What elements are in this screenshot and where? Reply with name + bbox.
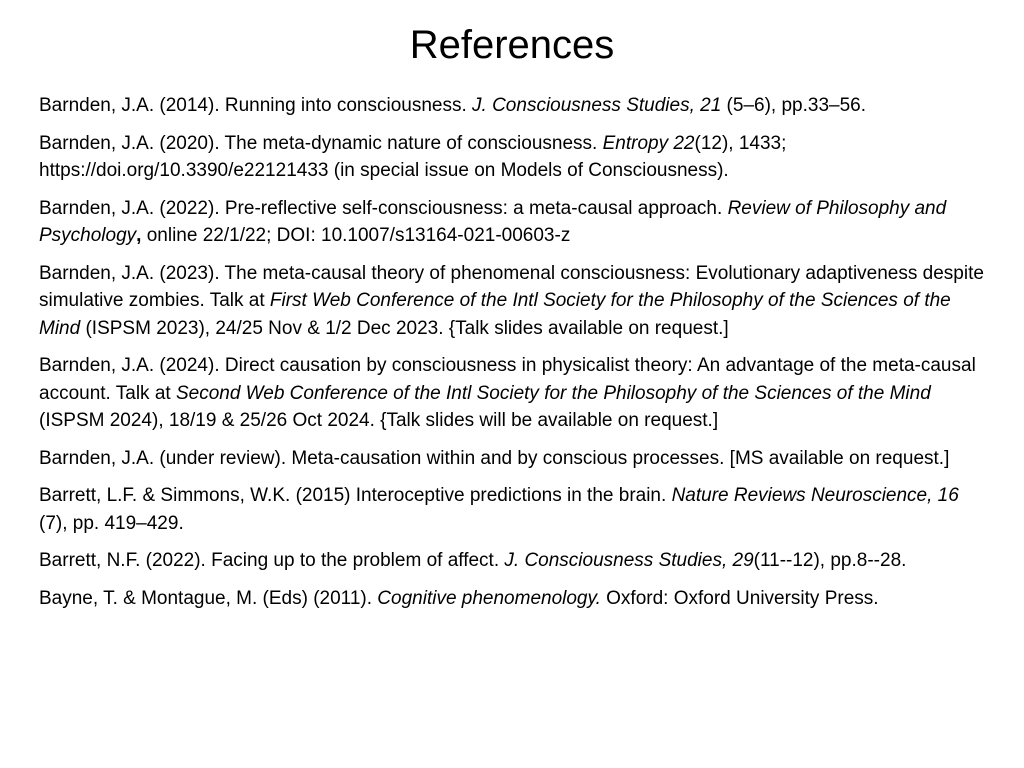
reference-entry <box>39 130 989 185</box>
reference-text: online 22/1/22; DOI: 10.1007/s13164-021-00603-z <box>141 225 571 246</box>
reference-text: Barnden, J.A. (2022). Pre-reflective self-consciousness: a meta-causal approach. <box>39 197 728 219</box>
reference-list <box>39 92 989 622</box>
reference-text: Barnden, J.A. (under review). Meta-causation within and by conscious processes. [MS available on request.] <box>39 447 950 469</box>
reference-text: First Web Conference of the Intl Society for the Philosophy of the Sciences of the Mind <box>39 290 951 339</box>
reference-text: Nature Reviews Neuroscience, 16 <box>671 485 959 506</box>
reference-text: (ISPSM 2024), 18/19 & 25/26 Oct 2024. {Talk slides will be available on request.] <box>39 410 719 431</box>
reference-text: Barnden, J.A. (2023). The meta-causal theory of phenomenal consciousness: Evolutionary adaptiveness despite simulative zombies. Talk at <box>39 262 984 311</box>
reference-text: J. Consciousness Studies, 29 <box>504 550 754 571</box>
reference-text: Review of Philosophy and Psychology <box>39 197 947 246</box>
reference-entry <box>39 585 989 613</box>
reference-text: (7), pp. 419–429. <box>39 512 184 534</box>
reference-text: J. Consciousness Studies, 21 <box>472 95 722 116</box>
reference-entry <box>39 482 989 537</box>
reference-text: Oxford: Oxford University Press. <box>600 587 879 609</box>
reference-text: Barrett, N.F. (2022). Facing up to the problem of affect. <box>39 550 505 571</box>
reference-entry <box>39 352 989 435</box>
reference-text: Barnden, J.A. (2024). Direct causation by consciousness in physicalist theory: An advantage of the meta-causal account. Talk at <box>39 355 976 404</box>
reference-text: Bayne, T. & Montague, M. (Eds) (2011). <box>39 587 378 609</box>
reference-text: (11--12), pp.8--28. <box>753 550 907 571</box>
reference-text: (12), 1433; https://doi.org/10.3390/e22121433 (in special issue on Models of Consciousness). <box>39 132 787 181</box>
reference-text: Barnden, J.A. (2014). Running into consciousness. <box>39 95 473 116</box>
reference-text: (5–6), pp.33–56. <box>721 95 866 116</box>
reference-text: (ISPSM 2023), 24/25 Nov & 1/2 Dec 2023. {Talk slides available on request.] <box>80 317 729 339</box>
reference-entry <box>39 195 989 250</box>
reference-entry <box>39 445 989 473</box>
reference-text: Second Web Conference of the Intl Society for the Philosophy of the Sciences of the Mind <box>175 382 931 404</box>
slide-title: References <box>409 23 615 67</box>
reference-entry <box>39 92 989 120</box>
reference-entry <box>39 547 989 575</box>
reference-text: Barnden, J.A. (2020). The meta-dynamic nature of consciousness. <box>39 132 603 154</box>
reference-text: Barrett, L.F. & Simmons, W.K. (2015) Interoceptive predictions in the brain. <box>39 485 672 506</box>
reference-text: , <box>136 225 142 246</box>
reference-text: Entropy 22 <box>602 132 695 154</box>
reference-entry <box>39 260 989 343</box>
reference-text: Cognitive phenomenology. <box>377 587 601 609</box>
